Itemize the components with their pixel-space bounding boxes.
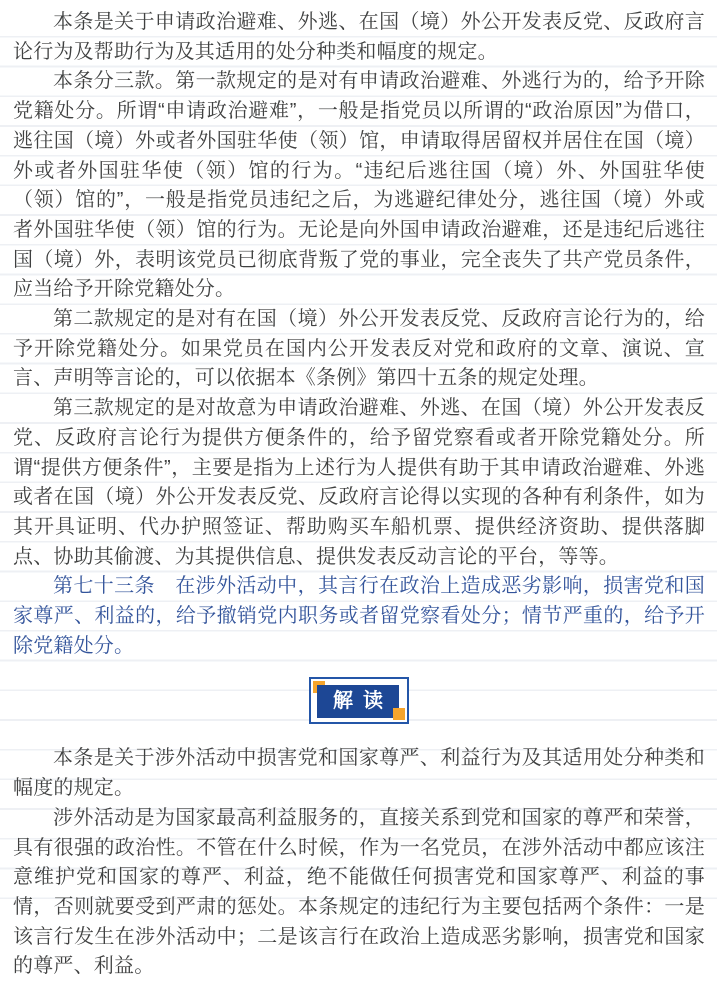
commentary-paragraph-clause-3: 第三款规定的是对故意为申请政治避难、外逃、在国（境）外公开发表反党、反政府言论行为提供方便条件的，给予留党察看或者开除党籍处分。所谓“提供方便条件”，主要是指为上述行为人提供有助于其申请政治避难、外逃或者在国（境）外公开发表反党、反政府言论得以实现的各种有利条件，如为其开具证明、代办护照签证、帮助购买车船机票、提供经济资助、提供落脚点、协助其偷渡、为其提供信息、提供发表反动言论的平台，等等。 [13,397,705,568]
badge-corner-accent-bottom-right [393,708,405,720]
interpretation-badge-row [13,677,705,724]
commentary-paragraph-clause-1: 本条分三款。第一款规定的是对有申请政治避难、外逃行为的，给予开除党籍处分。所谓“申请政治避难”，一般是指党员以所谓的“政治原因”为借口，逃往国（境）外或者外国驻华使（领）馆，申请取得居留权并居住在国（境）外或者外国驻华使（领）馆的行为。“违纪后逃往国（境）外、外国驻华使（领）馆的”，一般是指党员违纪之后，为逃避纪律处分，逃往国（境）外或者外国驻华使（领）馆的行为。无论是向外国申请政治避难，还是违纪后逃往国（境）外，表明该党员已彻底背叛了党的事业，完全丧失了共产党员条件，应当给予开除党籍处分。 [13,70,705,301]
interpretation-paragraph-body: 涉外活动是为国家最高利益服务的，直接关系到党和国家的尊严和荣誉，具有很强的政治性。不管在什么时候，作为一名党员，在涉外活动中都应该注意维护党和国家的尊严、利益，绝不能做任何损害党和国家尊严、利益的事情，否则就要受到严肃的惩处。本条规定的违纪行为主要包括两个条件：一是该言行发生在涉外活动中；二是该言行在政治上造成恶劣影响，损害党和国家的尊严、利益。 [13,806,705,978]
commentary-paragraph-intro: 本条是关于申请政治避难、外逃、在国（境）外公开发表反党、反政府言论行为及帮助行为及其适用的处分种类和幅度的规定。 [13,11,705,63]
interpretation-badge-label: 解读 [317,685,399,718]
article-73-text: 第七十三条 在涉外活动中，其言行在政治上造成恶劣影响，损害党和国家尊严、利益的，给予撤销党内职务或者留党察看处分；情节严重的，给予开除党籍处分。 [13,575,705,657]
interpretation-paragraph-intro: 本条是关于涉外活动中损害党和国家尊严、利益行为及其适用处分种类和幅度的规定。 [13,747,705,800]
commentary-paragraph-clause-2: 第二款规定的是对有在国（境）外公开发表反党、反政府言论行为的，给予开除党籍处分。如果党员在国内公开发表反对党和政府的文章、演说、宣言、声明等言论的，可以依据本《条例》第四十五条的规定处理。 [13,308,705,390]
interpretation-badge [309,677,409,724]
